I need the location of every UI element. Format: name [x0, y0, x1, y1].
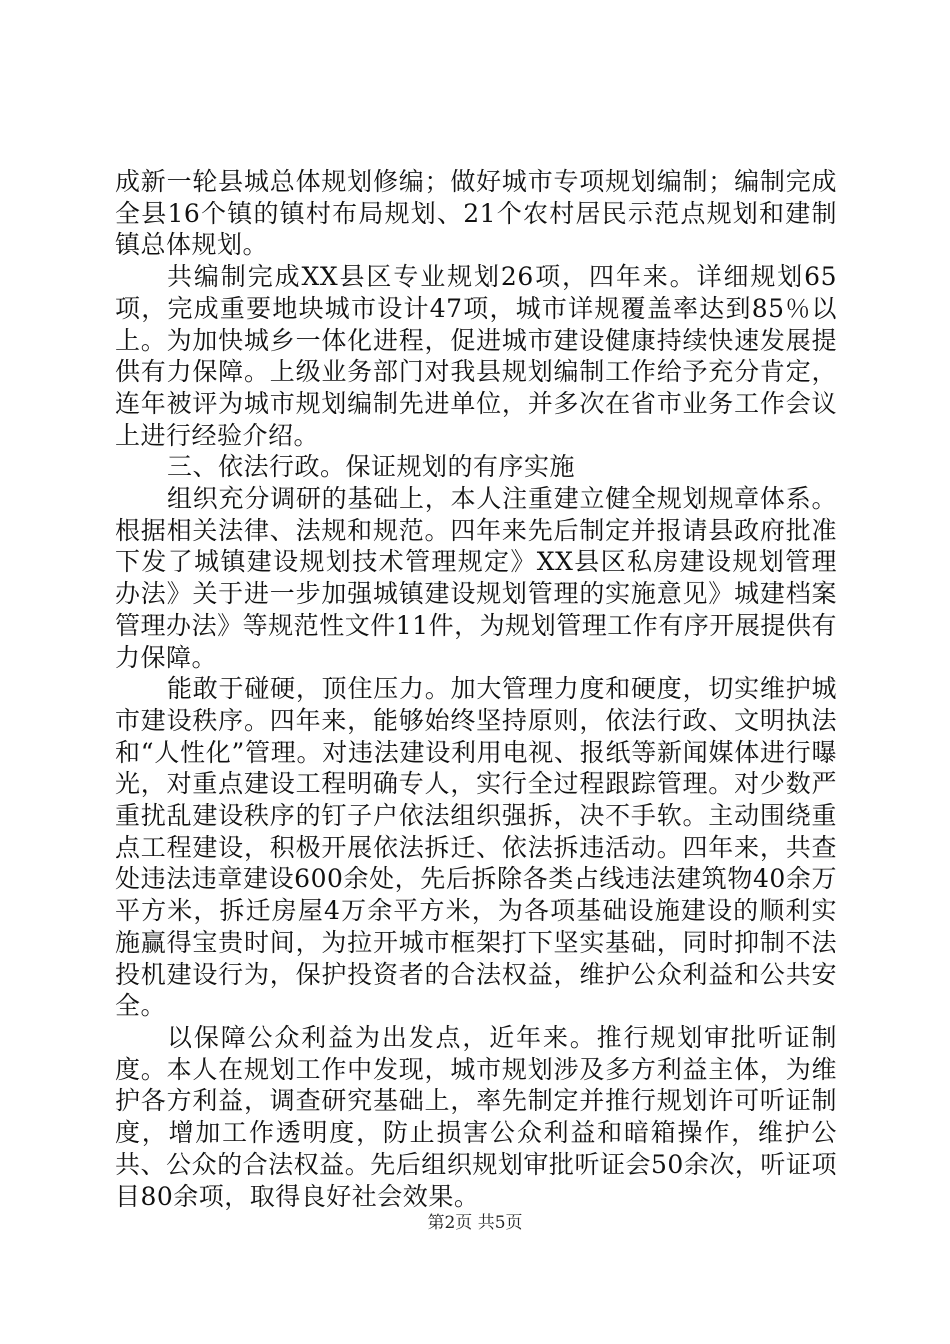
paragraph-4: 能敢于碰硬，顶住压力。加大管理力度和硬度，切实维护城市建设秩序。四年来，能够始终坚持原则，依法行政、文明执法和“人性化”管理。对违法建设利用电视、报纸等新闻媒体进行曝光，对重点建设工程明确专人，实行全过程跟踪管理。对少数严重扰乱建设秩序的钉子户依法组织强拆，决不手软。主动围绕重点工程建设，积极开展依法拆迁、依法拆违活动。四年来，共查处违法违章建设600余处，先后拆除各类占线违法建筑物40余万平方米，拆迁房屋4万余平方米，为各项基础设施建设的顺利实施赢得宝贵时间，为拉开城市框架打下坚实基础，同时抑制不法投机建设行为，保护投资者的合法权益，维护公众利益和公共安全。: [115, 674, 837, 1021]
paragraph-2: 共编制完成XX县区专业规划26项，四年来。详细规划65项，完成重要地块城市设计47项，城市详规覆盖率达到85％以上。为加快城乡一体化进程，促进城市建设健康持续快速发展提供有力保障。上级业务部门对我县规划编制工作给予充分肯定，连年被评为城市规划编制先进单位，并多次在省市业务工作会议上进行经验介绍。: [115, 262, 837, 450]
page-number-footer: 第2页 共5页: [427, 1213, 523, 1233]
paragraph-1: 成新一轮县城总体规划修编；做好城市专项规划编制；编制完成全县16个镇的镇村布局规划、21个农村居民示范点规划和建制镇总体规划。: [115, 167, 837, 260]
section-heading: 三、依法行政。保证规划的有序实施: [167, 452, 576, 482]
document-body: [115, 166, 837, 1212]
paragraph-5: 以保障公众利益为出发点，近年来。推行规划审批听证制度。本人在规划工作中发现，城市规划涉及多方利益主体，为维护各方利益，调查研究基础上，率先制定并推行规划许可听证制度，增加工作透明度，防止损害公众利益和暗箱操作，维护公共、公众的合法权益。先后组织规划审批听证会50余次，听证项目80余项，取得良好社会效果。: [115, 1022, 837, 1211]
paragraph-3: 组织充分调研的基础上，本人注重建立健全规划规章体系。根据相关法律、法规和规范。四年来先后制定并报请县政府批准下发了城镇建设规划技术管理规定》XX县区私房建设规划管理办法》关于进一步加强城镇建设规划管理的实施意见》城建档案管理办法》等规范性文件11件，为规划管理工作有序开展提供有力保障。: [115, 484, 837, 672]
